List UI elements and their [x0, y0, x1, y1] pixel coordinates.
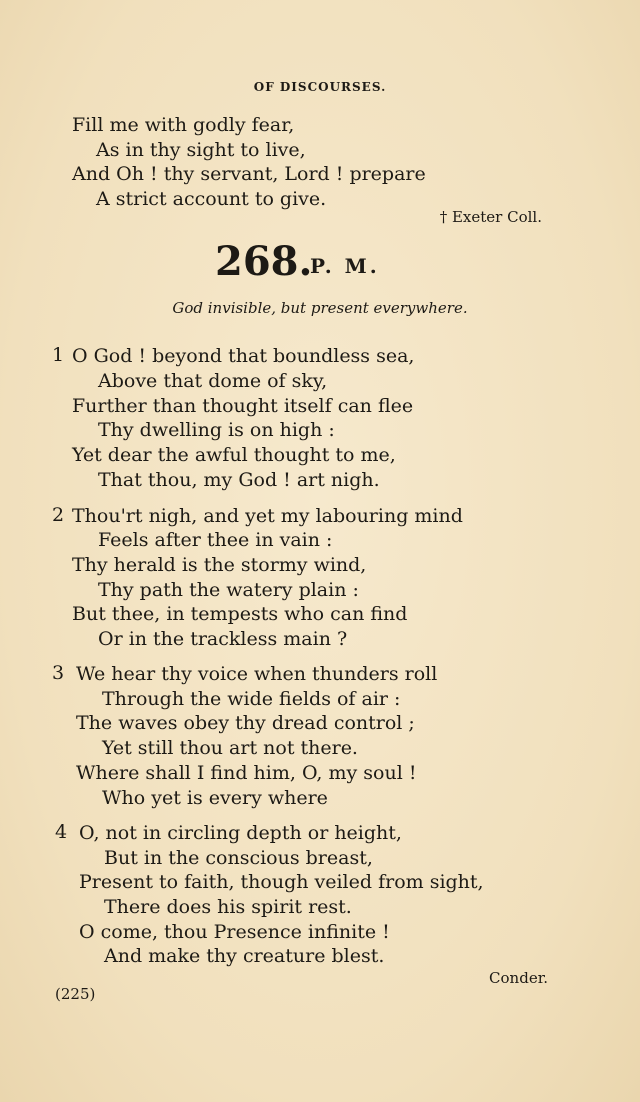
verse-line: Yet dear the awful thought to me, — [72, 444, 396, 466]
verse-number: 1 — [52, 344, 65, 366]
prev-line-2: As in thy sight to live, — [96, 139, 306, 161]
verse-line: Or in the trackless main ? — [98, 628, 348, 650]
running-header: OF DISCOURSES. — [253, 80, 387, 94]
verse-line: And make thy creature blest. — [104, 945, 385, 967]
verse-line: Thou'rt nigh, and yet my labouring mind — [72, 505, 463, 527]
verse-number: 3 — [52, 662, 65, 684]
verse-number: 4 — [55, 821, 68, 843]
page-number: (225) — [55, 985, 96, 1003]
prev-attribution: † Exeter Coll. — [439, 208, 542, 226]
verse-line: There does his spirit rest. — [104, 896, 352, 918]
verse-line: Thy path the watery plain : — [98, 579, 359, 601]
prev-line-1: Fill me with godly fear, — [72, 114, 295, 136]
verse-line: Yet still thou art not there. — [102, 737, 358, 759]
verse-line: That thou, my God ! art nigh. — [98, 469, 380, 491]
hymn-subtitle: God invisible, but present everywhere. — [172, 299, 468, 317]
verse-line: Present to faith, though veiled from sight, — [79, 871, 484, 893]
verse-line: Thy herald is the stormy wind, — [72, 554, 367, 576]
hymn-attribution: Conder. — [489, 969, 548, 987]
verse-line: The waves obey thy dread control ; — [76, 712, 415, 734]
verse-line: But in the conscious breast, — [104, 847, 373, 869]
verse-line: O God ! beyond that boundless sea, — [72, 345, 415, 367]
verse-line: Who yet is every where — [102, 787, 328, 809]
verse-line: But thee, in tempests who can find — [72, 603, 408, 625]
verse-line: Feels after thee in vain : — [98, 529, 333, 551]
prev-line-4: A strict account to give. — [96, 188, 327, 210]
verse-line: Thy dwelling is on high : — [98, 419, 335, 441]
prev-line-3: And Oh ! thy servant, Lord ! prepare — [72, 163, 426, 185]
verse-line: Above that dome of sky, — [98, 370, 328, 392]
verse-line: O, not in circling depth or height, — [79, 822, 402, 844]
hymn-meter: P. M. — [310, 254, 380, 278]
hymn-number: 268. — [215, 238, 313, 285]
verse-line: Further than thought itself can flee — [72, 395, 414, 417]
verse-line: Where shall I find him, O, my soul ! — [76, 762, 417, 784]
verse-number: 2 — [52, 504, 65, 526]
verse-line: We hear thy voice when thunders roll — [76, 663, 438, 685]
verse-line: O come, thou Presence infinite ! — [79, 921, 390, 943]
verse-line: Through the wide fields of air : — [102, 688, 401, 710]
